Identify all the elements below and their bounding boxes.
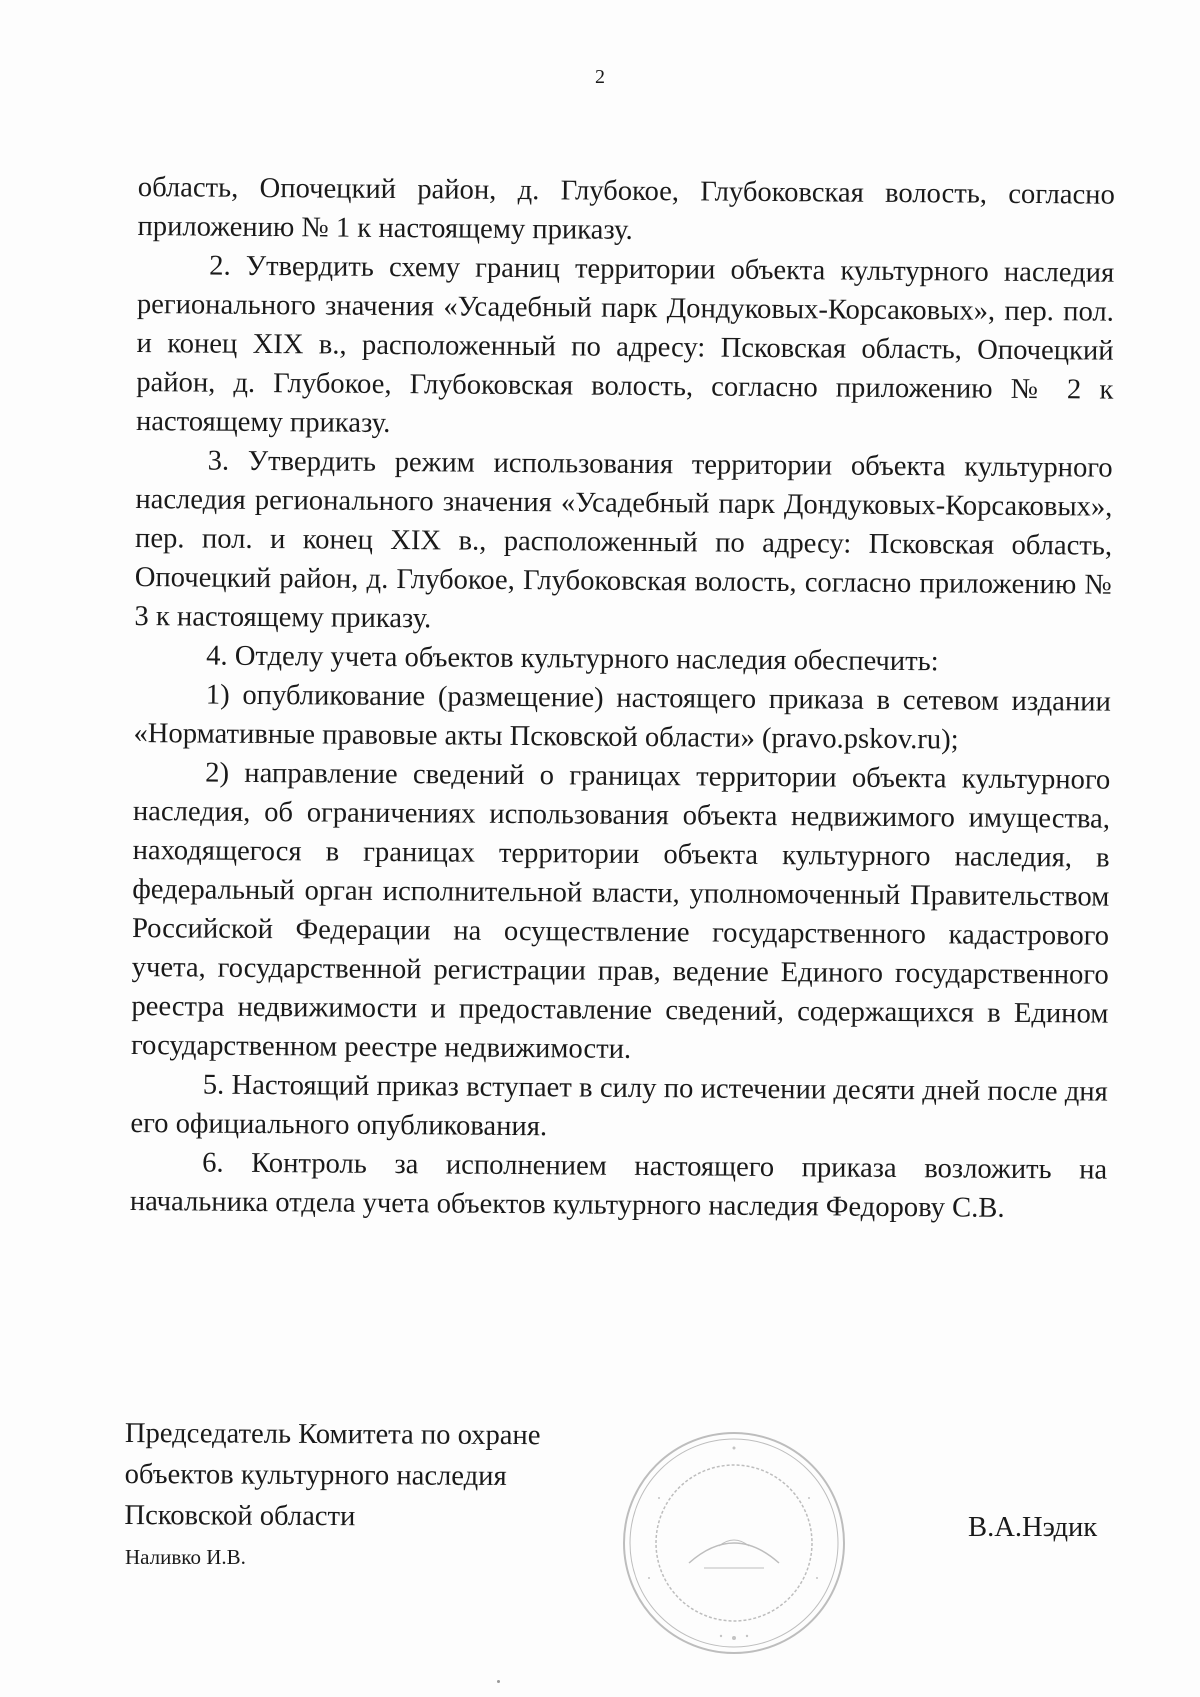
paragraph-item-6: 6. Контроль за исполнением настоящего приказа возложить на начальника отдела учета объектов культурного наследия Федорову С.В. <box>129 1147 1108 1224</box>
official-seal-stamp <box>619 1428 849 1658</box>
executor-name: Наливко И.В. <box>125 1545 246 1569</box>
paragraph-item-4: 4. Отделу учета объектов культурного наследия обеспечить: <box>206 640 939 678</box>
paragraph-subitem-2: 2) направление сведений о границах территории объекта культурного наследия, об ограничениях использования объекта недвижимого имущества, находящегося в границах территории объекта культурного наследия, в федеральный орган исполнительной власти, уполномоченный Правительством Российской Федерации на осуществление государственного кадастрового учета, государственной регистрации прав, ведение Единого государственного реестра недвижимости и предоставление сведений, содержащихся в Едином государственном реестре недвижимости. <box>130 757 1111 1065</box>
document-body <box>130 168 1115 1229</box>
paragraph-continuation: область, Опочецкий район, д. Глубокое, Глубоковская волость, согласно приложению № 1 к настоящему приказу. <box>137 171 1115 246</box>
signature-position-block <box>124 1413 540 1538</box>
signer-position-line: Председатель Комитета по охране <box>124 1417 541 1452</box>
signer-position-line: Псковской области <box>124 1499 356 1533</box>
paragraph-subitem-1: 1) опубликование (размещение) настоящего приказа в сетевом издании «Нормативные правовые акты Псковской области» (pravo.pskov.ru); <box>133 679 1111 756</box>
scan-artifact <box>497 1680 500 1683</box>
signer-name: В.А.Нэдик <box>968 1512 1098 1543</box>
signer-position-line: объектов культурного наследия <box>124 1458 507 1492</box>
paragraph-item-3: 3. Утвердить режим использования территории объекта культурного наследия регионального значения «Усадебный парк Дондуковых-Корсаковых», пер. пол. и конец XIX в., расположенный по адресу: Псковская область, Опочецкий район, д. Глубокое, Глубоковская волость, согласно приложению № 3 к настоящему приказу. <box>134 445 1113 635</box>
page-number: 2 <box>595 66 605 88</box>
paragraph-item-5: 5. Настоящий приказ вступает в силу по истечении десяти дней после дня его официального опубликования. <box>130 1069 1108 1143</box>
paragraph-item-2: 2. Утвердить схему границ территории объекта культурного наследия регионального значения «Усадебный парк Дондуковых-Корсаковых», пер. пол. и конец XIX в., расположенный по адресу: Псковская область, Опочецкий район, д. Глубокое, Глубоковская волость, согласно приложению № 2 к настоящему приказу. <box>135 250 1115 439</box>
